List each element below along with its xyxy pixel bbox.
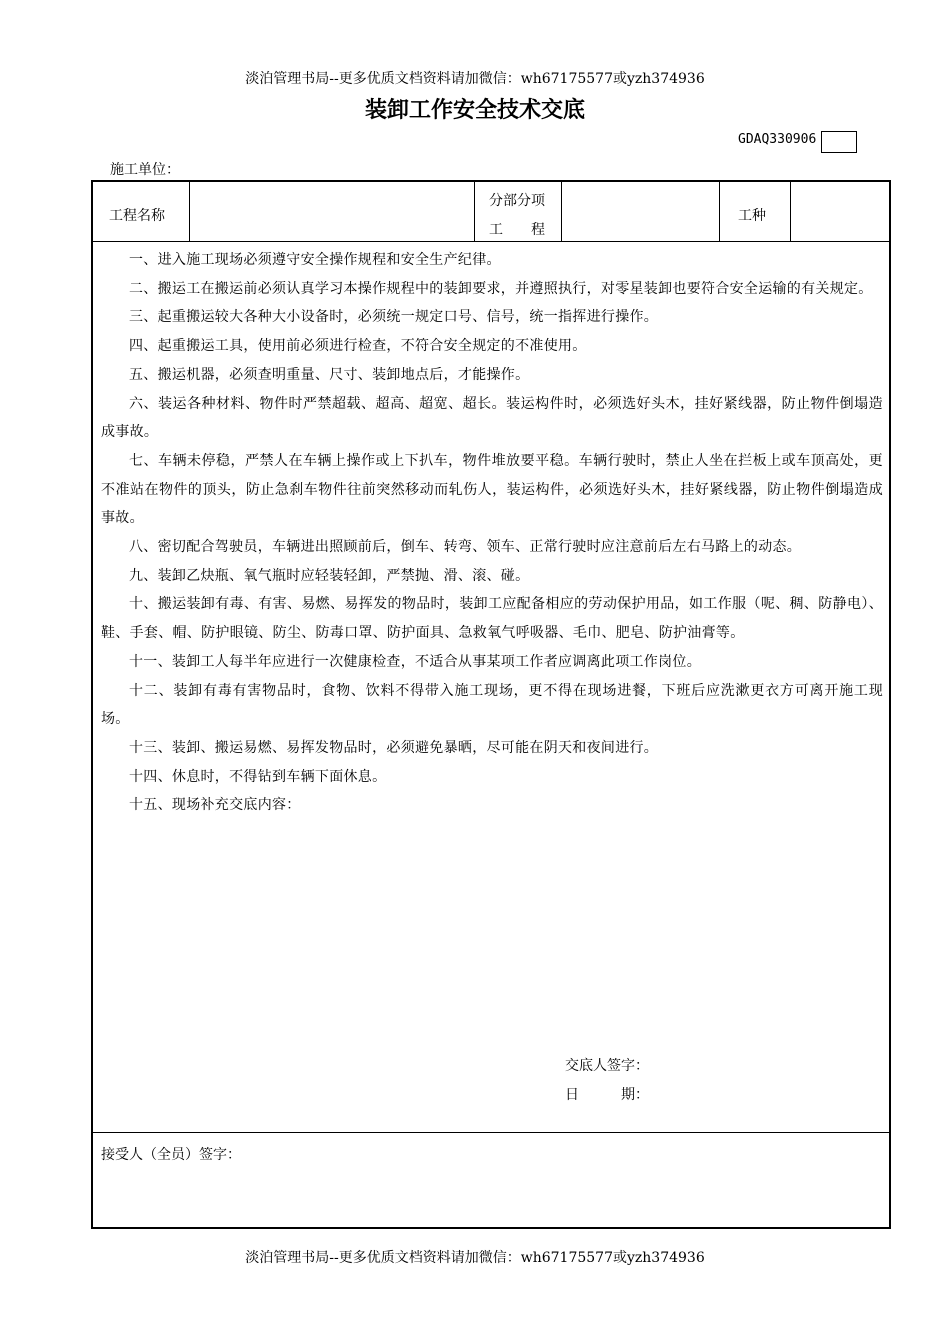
footer-watermark-note: 淡泊管理书局--更多优质文档资料请加微信：wh67175577或yzh374936 [245,1250,705,1266]
divider [790,182,791,241]
sub-project-label-line1: 分部分项 [489,193,545,209]
header-watermark-note: 淡泊管理书局--更多优质文档资料请加微信：wh67175577或yzh374936 [245,71,705,87]
safety-item: 三、起重搬运较大各种大小设备时，必须统一规定口号、信号，统一指挥进行操作。 [129,309,659,326]
document-code-box [821,131,857,153]
acceptor-signature-label: 接受人（全员）签字： [101,1147,241,1163]
divider [719,182,720,241]
safety-item: 八、密切配合驾驶员，车辆进出照顾前后，倒车、转弯、领车、正常行驶时应注意前后左右马路上的动态。 [129,539,802,556]
safety-item: 十四、休息时，不得钻到车辆下面休息。 [129,768,387,785]
safety-item: 十三、装卸、搬运易燃、易挥发物品时，必须避免暴晒，尽可能在阴天和夜间进行。 [129,739,659,756]
safety-item: 七、车辆未停稳，严禁人在车辆上操作或上下扒车，物件堆放要平稳。车辆行驶时，禁止人坐在拦板上或车顶高处，更不准站在物件的顶头，防止急刹车物件往前突然移动而轧伤人，装运构件，必须选好头木，挂好紧线器，防止物件倒塌造成事故。 [101,452,883,527]
sub-project-label-line2: 工 程 [489,222,545,238]
construction-unit-label: 施工单位： [110,162,180,178]
trade-label: 工种 [738,208,766,224]
divider [189,182,190,241]
row-divider [93,1132,889,1133]
form-table [91,180,891,1229]
row-divider [93,241,889,242]
document-title: 装卸工作安全技术交底 [364,98,585,123]
safety-item: 六、装运各种材料、物件时严禁超载、超高、超宽、超长。装运构件时，必须选好头木，挂好紧线器，防止物件倒塌造成事故。 [101,395,883,441]
safety-item: 十一、装卸工人每半年应进行一次健康检查，不适合从事某项工作者应调离此项工作岗位。 [129,653,701,670]
safety-item: 九、装卸乙炔瓶、氧气瓶时应轻装轻卸，严禁抛、滑、滚、碰。 [129,567,530,584]
safety-item: 十五、现场补充交底内容： [129,797,301,814]
safety-item: 四、起重搬运工具，使用前必须进行检查，不符合安全规定的不准使用。 [129,338,587,355]
safety-item: 十、搬运装卸有毒、有害、易燃、易挥发的物品时，装卸工应配备相应的劳动保护用品，如工作服（呢、稠、防静电）、鞋、手套、帽、防护眼镜、防尘、防毒口罩、防护面具、急救氧气呼吸器、毛巾、肥皂、防护油膏等。 [101,596,883,642]
divider [561,182,562,241]
date-label: 日 期： [565,1087,649,1103]
safety-item: 十二、装卸有毒有害物品时，食物、饮料不得带入施工现场，更不得在现场进餐，下班后应洗漱更衣方可离开施工现场。 [101,682,883,728]
safety-item: 一、进入施工现场必须遵守安全操作规程和安全生产纪律。 [129,252,501,268]
safety-item: 五、搬运机器，必须查明重量、尺寸、装卸地点后，才能操作。 [129,366,530,383]
project-name-label: 工程名称 [109,208,165,224]
divider [474,182,475,241]
presenter-signature-label: 交底人签字： [565,1058,649,1074]
safety-item: 二、搬运工在搬运前必须认真学习本操作规程中的装卸要求，并遵照执行，对零星装卸也要符合安全运输的有关规定。 [129,280,873,297]
safety-items [101,246,883,820]
document-code: GDAQ330906 [738,132,817,147]
